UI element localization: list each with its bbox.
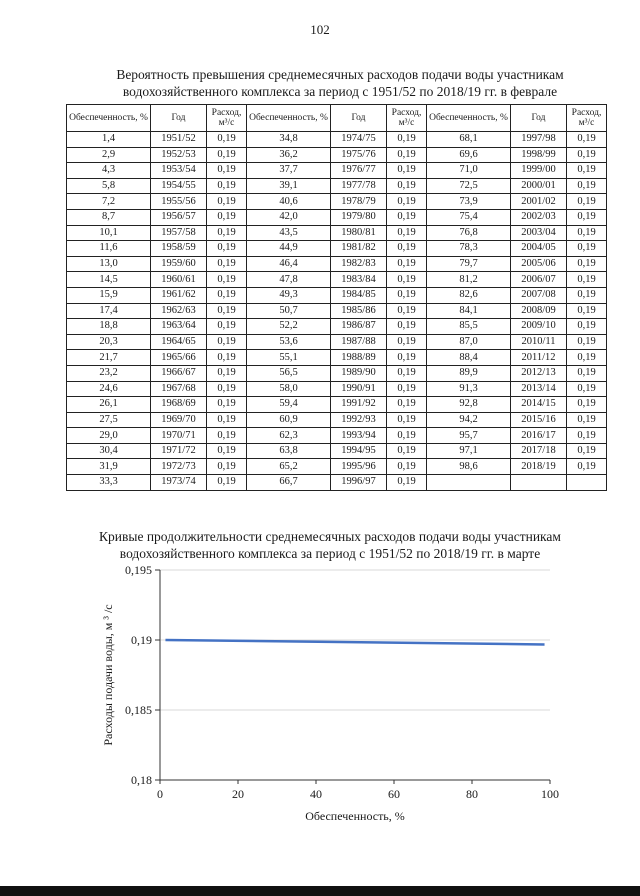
table-cell: 0,19	[387, 428, 427, 444]
table-cell: 0,19	[207, 147, 247, 163]
table-cell: 0,19	[567, 194, 607, 210]
table-cell: 0,19	[567, 147, 607, 163]
table-cell: 68,1	[427, 132, 511, 148]
table-cell: 53,6	[247, 334, 331, 350]
table-cell: 1970/71	[151, 428, 207, 444]
table-cell: 1967/68	[151, 381, 207, 397]
table-cell: 0,19	[207, 412, 247, 428]
table-cell: 0,19	[567, 381, 607, 397]
table-cell	[511, 475, 567, 491]
table-cell: 1954/55	[151, 178, 207, 194]
table-cell: 0,19	[567, 303, 607, 319]
table-cell: 36,2	[247, 147, 331, 163]
table-cell: 0,19	[387, 412, 427, 428]
table-row	[67, 443, 607, 459]
table-cell	[567, 475, 607, 491]
table-cell: 0,19	[207, 209, 247, 225]
table-cell: 1983/84	[331, 272, 387, 288]
table-cell: 88,4	[427, 350, 511, 366]
table-cell: 0,19	[567, 397, 607, 413]
chart-series	[165, 640, 544, 644]
table-cell: 0,19	[387, 443, 427, 459]
table-cell: 85,5	[427, 319, 511, 335]
table-cell: 0,19	[567, 225, 607, 241]
table-cell: 0,19	[387, 350, 427, 366]
table-cell: 58,0	[247, 381, 331, 397]
table-cell: 1975/76	[331, 147, 387, 163]
table-cell: 84,1	[427, 303, 511, 319]
table-cell: 0,19	[207, 428, 247, 444]
table-cell: 1969/70	[151, 412, 207, 428]
table-cell: 1979/80	[331, 209, 387, 225]
table-cell: 0,19	[387, 287, 427, 303]
x-tick-label: 100	[541, 787, 559, 801]
table-cell: 1981/82	[331, 241, 387, 257]
table-row	[67, 194, 607, 210]
table-cell: 2014/15	[511, 397, 567, 413]
table-cell: 1986/87	[331, 319, 387, 335]
table-cell: 0,19	[567, 365, 607, 381]
table-cell: 0,19	[207, 443, 247, 459]
table-cell: 1968/69	[151, 397, 207, 413]
table-cell: 66,7	[247, 475, 331, 491]
table-cell: 1988/89	[331, 350, 387, 366]
table-cell: 1962/63	[151, 303, 207, 319]
table-cell: 1990/91	[331, 381, 387, 397]
table-cell: 0,19	[567, 443, 607, 459]
table-cell: 0,19	[387, 475, 427, 491]
table-cell: 1957/58	[151, 225, 207, 241]
x-tick-label: 80	[466, 787, 478, 801]
table-cell: 0,19	[387, 178, 427, 194]
table-row	[67, 459, 607, 475]
table-row	[67, 132, 607, 148]
table-cell: 0,19	[207, 475, 247, 491]
table-body	[67, 132, 607, 491]
table-row	[67, 397, 607, 413]
table-cell: 1992/93	[331, 412, 387, 428]
table-cell: 34,8	[247, 132, 331, 148]
table-cell: 0,19	[387, 303, 427, 319]
table-cell: 21,7	[67, 350, 151, 366]
table-cell: 0,19	[207, 397, 247, 413]
table-cell: 0,19	[567, 178, 607, 194]
table-header-cell: Расход, м³/с	[567, 105, 607, 132]
chart-title: Кривые продолжительности среднемесячных расходов подачи воды участникам водохозяйственного комплекса за период с 1951/52 по 2018/19 гг. в марте	[99, 529, 561, 561]
table-cell: 7,2	[67, 194, 151, 210]
table-cell: 65,2	[247, 459, 331, 475]
table-row	[67, 241, 607, 257]
table-cell: 0,19	[387, 256, 427, 272]
table-cell: 0,19	[567, 412, 607, 428]
table-cell: 0,19	[207, 256, 247, 272]
table-cell: 2009/10	[511, 319, 567, 335]
table-cell: 29,0	[67, 428, 151, 444]
table-cell: 0,19	[207, 241, 247, 257]
table-cell: 0,19	[387, 397, 427, 413]
table-cell: 1994/95	[331, 443, 387, 459]
table-cell: 0,19	[567, 163, 607, 179]
table-cell: 1999/00	[511, 163, 567, 179]
duration-curve-chart	[90, 560, 570, 830]
table-cell: 0,19	[207, 365, 247, 381]
table-cell: 92,8	[427, 397, 511, 413]
table-row	[67, 209, 607, 225]
table-cell: 1961/62	[151, 287, 207, 303]
table-cell: 2003/04	[511, 225, 567, 241]
table-cell: 60,9	[247, 412, 331, 428]
table-cell: 98,6	[427, 459, 511, 475]
table-header-cell: Обеспеченность, %	[247, 105, 331, 132]
y-tick-label: 0,195	[125, 563, 152, 577]
x-tick-label: 40	[310, 787, 322, 801]
table-cell: 59,4	[247, 397, 331, 413]
table-row	[67, 178, 607, 194]
table-cell: 2013/14	[511, 381, 567, 397]
chart-grid	[160, 570, 550, 780]
table-row	[67, 334, 607, 350]
y-tick-label: 0,185	[125, 703, 152, 717]
table-header-cell: Расход, м³/с	[207, 105, 247, 132]
table-cell: 1995/96	[331, 459, 387, 475]
table-cell: 1956/57	[151, 209, 207, 225]
table-cell: 39,1	[247, 178, 331, 194]
table-cell: 82,6	[427, 287, 511, 303]
table-cell: 0,19	[567, 256, 607, 272]
table-cell: 0,19	[207, 178, 247, 194]
table-cell: 1,4	[67, 132, 151, 148]
table-cell: 1997/98	[511, 132, 567, 148]
table-cell: 0,19	[387, 459, 427, 475]
table-cell: 0,19	[387, 132, 427, 148]
table-cell: 71,0	[427, 163, 511, 179]
table-cell: 55,1	[247, 350, 331, 366]
table-cell	[427, 475, 511, 491]
table-cell: 2018/19	[511, 459, 567, 475]
table-cell: 1955/56	[151, 194, 207, 210]
table-header-cell: Год	[151, 105, 207, 132]
table-cell: 5,8	[67, 178, 151, 194]
table-cell: 1953/54	[151, 163, 207, 179]
table-cell: 1959/60	[151, 256, 207, 272]
table-cell: 2000/01	[511, 178, 567, 194]
table-cell: 37,7	[247, 163, 331, 179]
table-cell: 0,19	[387, 209, 427, 225]
table-cell: 1985/86	[331, 303, 387, 319]
table-cell: 2001/02	[511, 194, 567, 210]
y-tick-labels	[125, 563, 152, 787]
x-tick-label: 0	[157, 787, 163, 801]
table-cell: 0,19	[207, 334, 247, 350]
table-cell: 0,19	[567, 241, 607, 257]
table-row	[67, 381, 607, 397]
table-cell: 18,8	[67, 319, 151, 335]
table-row	[67, 272, 607, 288]
table-cell: 1960/61	[151, 272, 207, 288]
table-cell: 42,0	[247, 209, 331, 225]
table-row	[67, 225, 607, 241]
table-cell: 46,4	[247, 256, 331, 272]
table-cell: 1984/85	[331, 287, 387, 303]
table-cell: 0,19	[567, 428, 607, 444]
table-cell: 0,19	[387, 147, 427, 163]
table-cell: 1989/90	[331, 365, 387, 381]
table-cell: 49,3	[247, 287, 331, 303]
table-cell: 2008/09	[511, 303, 567, 319]
table-cell: 2011/12	[511, 350, 567, 366]
table-row	[67, 303, 607, 319]
table-cell: 95,7	[427, 428, 511, 444]
table-cell: 1974/75	[331, 132, 387, 148]
table-cell: 0,19	[567, 272, 607, 288]
table-cell: 0,19	[207, 303, 247, 319]
table-cell: 40,6	[247, 194, 331, 210]
table-header-cell: Обеспеченность, %	[427, 105, 511, 132]
x-tick-label: 20	[232, 787, 244, 801]
table-cell: 1998/99	[511, 147, 567, 163]
table-cell: 4,3	[67, 163, 151, 179]
y-tick-label: 0,18	[131, 773, 152, 787]
table-cell: 1977/78	[331, 178, 387, 194]
table-cell: 89,9	[427, 365, 511, 381]
table-cell: 0,19	[207, 381, 247, 397]
table-cell: 23,2	[67, 365, 151, 381]
table-row	[67, 147, 607, 163]
table-row	[67, 365, 607, 381]
table-cell: 56,5	[247, 365, 331, 381]
table-cell: 13,0	[67, 256, 151, 272]
table-cell: 0,19	[567, 287, 607, 303]
table-cell: 1952/53	[151, 147, 207, 163]
table-cell: 0,19	[567, 459, 607, 475]
table-cell: 2005/06	[511, 256, 567, 272]
table-cell: 1966/67	[151, 365, 207, 381]
table-cell: 2006/07	[511, 272, 567, 288]
table-cell: 97,1	[427, 443, 511, 459]
table-cell: 0,19	[207, 163, 247, 179]
table-cell: 1996/97	[331, 475, 387, 491]
series-line	[165, 640, 544, 644]
x-axis-label: Обеспеченность, %	[305, 809, 405, 823]
table-cell: 0,19	[567, 350, 607, 366]
table-cell: 0,19	[567, 334, 607, 350]
table-cell: 0,19	[387, 163, 427, 179]
table-cell: 1978/79	[331, 194, 387, 210]
table-cell: 0,19	[567, 132, 607, 148]
table-cell: 0,19	[387, 334, 427, 350]
table-cell: 2012/13	[511, 365, 567, 381]
table-cell: 44,9	[247, 241, 331, 257]
table-header-cell: Год	[331, 105, 387, 132]
table-cell: 0,19	[207, 272, 247, 288]
table-row	[67, 475, 607, 491]
table-cell: 17,4	[67, 303, 151, 319]
table-cell: 75,4	[427, 209, 511, 225]
table-cell: 91,3	[427, 381, 511, 397]
table-cell: 1993/94	[331, 428, 387, 444]
table-cell: 1971/72	[151, 443, 207, 459]
table-cell: 2007/08	[511, 287, 567, 303]
table-cell: 2016/17	[511, 428, 567, 444]
table-cell: 2004/05	[511, 241, 567, 257]
table-cell: 31,9	[67, 459, 151, 475]
y-axis-label: Расходы подачи воды, м ³ /с	[101, 604, 115, 746]
table-cell: 1991/92	[331, 397, 387, 413]
table-cell: 43,5	[247, 225, 331, 241]
table-cell: 72,5	[427, 178, 511, 194]
scan-edge	[0, 886, 640, 896]
table-cell: 1958/59	[151, 241, 207, 257]
table-row	[67, 412, 607, 428]
table-cell: 0,19	[207, 287, 247, 303]
table-cell: 1965/66	[151, 350, 207, 366]
table-cell: 24,6	[67, 381, 151, 397]
page-number: 102	[310, 22, 330, 37]
chart-axes	[155, 570, 550, 784]
table-cell: 1976/77	[331, 163, 387, 179]
table-cell: 14,5	[67, 272, 151, 288]
table-cell: 0,19	[207, 225, 247, 241]
table-title: Вероятность превышения среднемесячных расходов подачи воды участникам водохозяйственного комплекса за период с 1951/52 по 2018/19 гг. в феврале	[116, 67, 564, 99]
table-cell: 79,7	[427, 256, 511, 272]
table-cell: 0,19	[207, 350, 247, 366]
table-cell: 0,19	[387, 365, 427, 381]
table-cell: 81,2	[427, 272, 511, 288]
table-cell: 1973/74	[151, 475, 207, 491]
table-cell: 69,6	[427, 147, 511, 163]
table-cell: 0,19	[207, 459, 247, 475]
table-row	[67, 319, 607, 335]
x-tick-label: 60	[388, 787, 400, 801]
table-cell: 27,5	[67, 412, 151, 428]
table-cell: 47,8	[247, 272, 331, 288]
table-cell: 0,19	[387, 241, 427, 257]
table-cell: 15,9	[67, 287, 151, 303]
table-cell: 73,9	[427, 194, 511, 210]
table-header-cell: Обеспеченность, %	[67, 105, 151, 132]
table-cell: 1963/64	[151, 319, 207, 335]
table-row	[67, 287, 607, 303]
table-cell: 0,19	[567, 209, 607, 225]
table-row	[67, 163, 607, 179]
table-cell: 76,8	[427, 225, 511, 241]
table-cell: 1964/65	[151, 334, 207, 350]
table-cell: 1972/73	[151, 459, 207, 475]
table-cell: 11,6	[67, 241, 151, 257]
table-cell: 0,19	[207, 132, 247, 148]
y-tick-label: 0,19	[131, 633, 152, 647]
x-tick-labels	[157, 787, 559, 801]
table-cell: 2,9	[67, 147, 151, 163]
table-cell: 2015/16	[511, 412, 567, 428]
table-cell: 0,19	[387, 225, 427, 241]
probability-table	[66, 104, 607, 491]
table-cell: 10,1	[67, 225, 151, 241]
table-row	[67, 256, 607, 272]
table-cell: 26,1	[67, 397, 151, 413]
table-cell: 1982/83	[331, 256, 387, 272]
table-cell: 2017/18	[511, 443, 567, 459]
table-cell: 62,3	[247, 428, 331, 444]
table-cell: 2010/11	[511, 334, 567, 350]
table-cell: 0,19	[387, 272, 427, 288]
table-cell: 78,3	[427, 241, 511, 257]
table-row	[67, 428, 607, 444]
table-header-cell: Год	[511, 105, 567, 132]
table-cell: 0,19	[387, 381, 427, 397]
table-header-cell: Расход, м³/с	[387, 105, 427, 132]
table-cell: 30,4	[67, 443, 151, 459]
table-row	[67, 350, 607, 366]
table-cell: 0,19	[387, 194, 427, 210]
table-cell: 33,3	[67, 475, 151, 491]
table-cell: 8,7	[67, 209, 151, 225]
table-cell: 0,19	[567, 319, 607, 335]
table-cell: 2002/03	[511, 209, 567, 225]
table-header-row	[67, 105, 607, 132]
table-cell: 1980/81	[331, 225, 387, 241]
table-cell: 20,3	[67, 334, 151, 350]
table-cell: 1987/88	[331, 334, 387, 350]
table-cell: 94,2	[427, 412, 511, 428]
table-cell: 1951/52	[151, 132, 207, 148]
table-cell: 52,2	[247, 319, 331, 335]
table-cell: 50,7	[247, 303, 331, 319]
table-cell: 0,19	[207, 319, 247, 335]
table-cell: 0,19	[207, 194, 247, 210]
table-cell: 0,19	[387, 319, 427, 335]
table-cell: 63,8	[247, 443, 331, 459]
table-cell: 87,0	[427, 334, 511, 350]
